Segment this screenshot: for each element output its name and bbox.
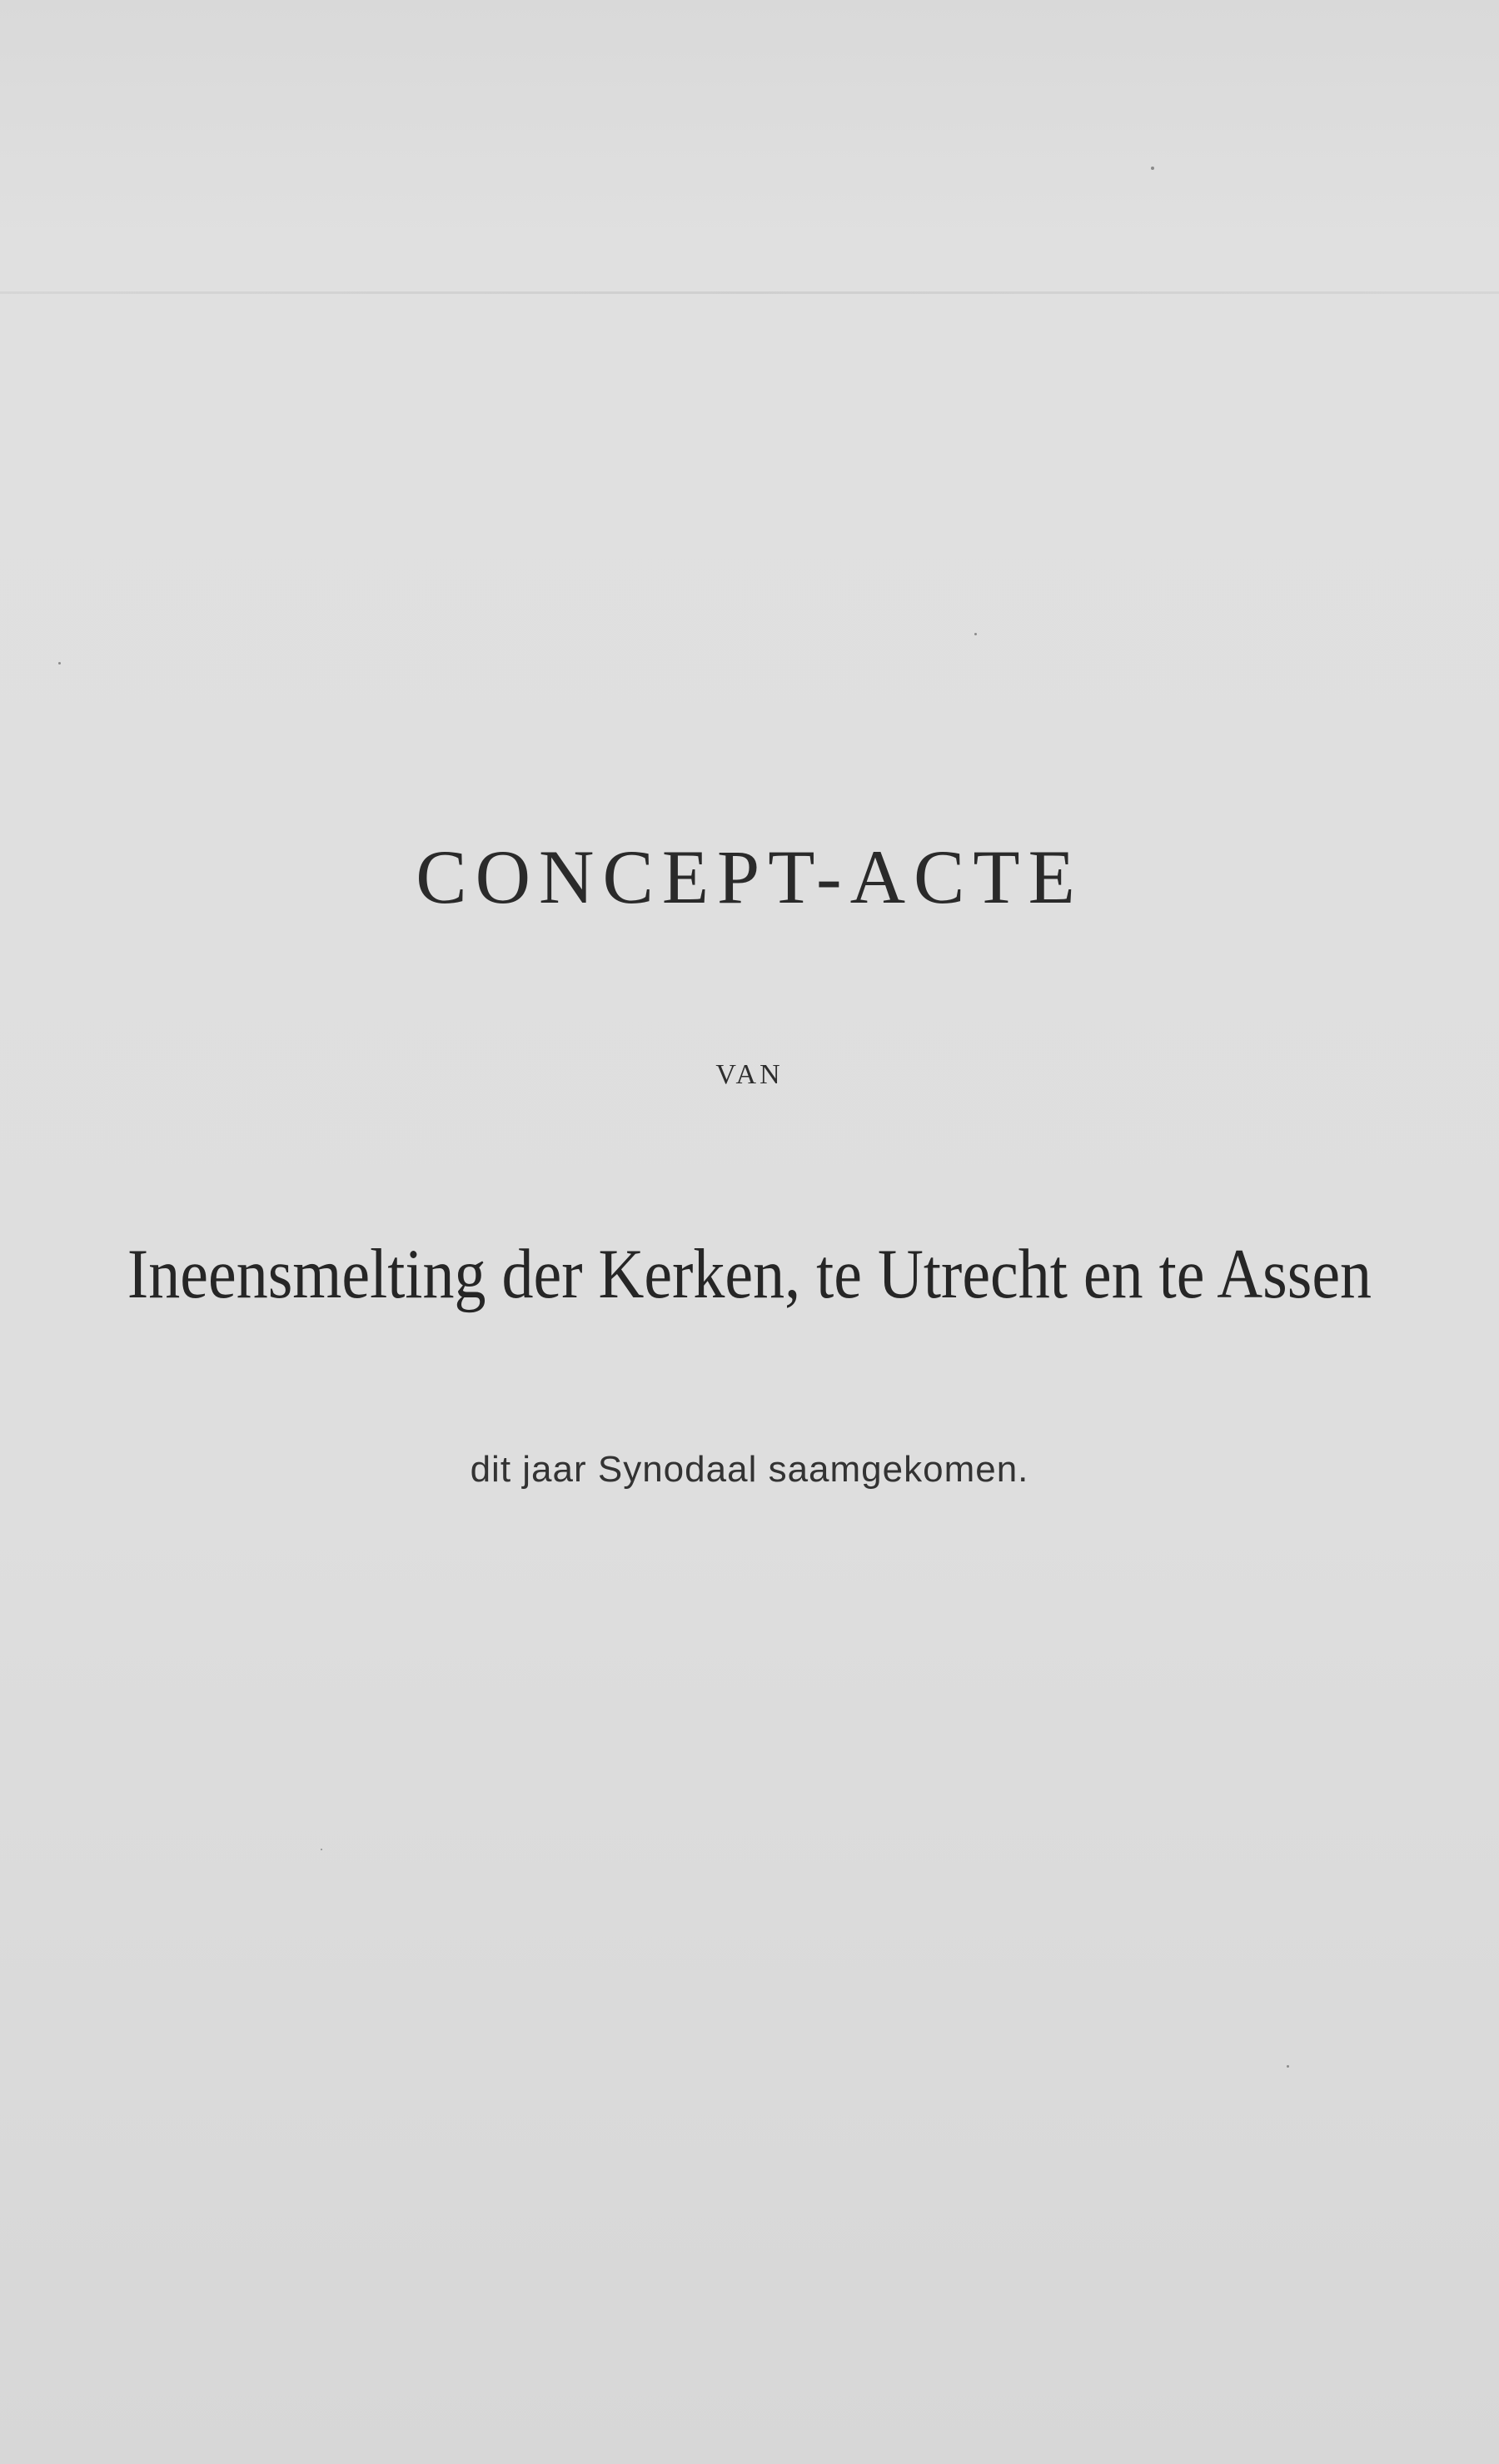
paper-speck (974, 633, 977, 635)
paper-fold-line (0, 291, 1499, 294)
title-connector: VAN (715, 1059, 784, 1090)
paper-speck (321, 1849, 322, 1850)
document-subtitle: Ineensmelting der Kerken, te Utrecht en te Assen (127, 1235, 1372, 1314)
paper-speck (1287, 2065, 1289, 2068)
paper-speck (58, 662, 61, 665)
document-subline: dit jaar Synodaal saamgekomen. (470, 1449, 1029, 1490)
paper-speck (1151, 167, 1154, 170)
document-title: CONCEPT-ACTE (416, 834, 1083, 919)
